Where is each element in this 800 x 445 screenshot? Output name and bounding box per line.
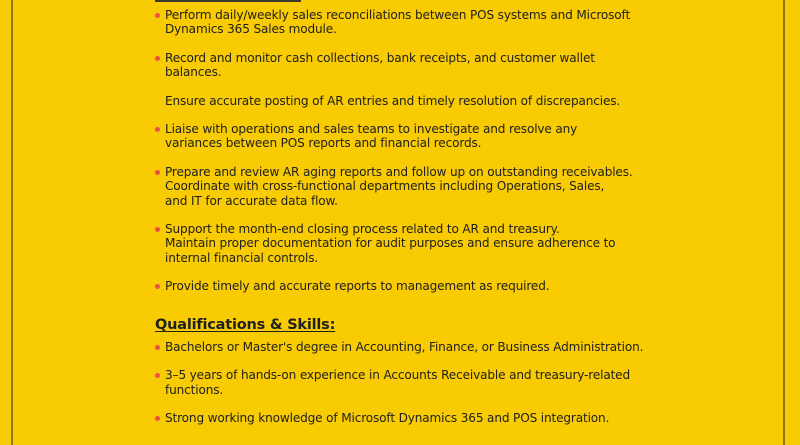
item-line: Maintain proper documentation for audit purposes and ensure adherence to: [165, 236, 616, 251]
bullet-dot-icon: [155, 416, 160, 421]
item-line: Record and monitor cash collections, bank receipts, and customer wallet: [165, 50, 595, 65]
list-item: [155, 411, 645, 425]
item-line: Ensure accurate posting of AR entries and timely resolution of discrepancies.: [165, 93, 621, 108]
bullet-dot-icon: [155, 345, 160, 350]
item-line: internal financial controls.: [165, 250, 319, 265]
bullet-dot-icon: [155, 227, 160, 232]
qualifications-heading: Qualifications & Skills:: [155, 316, 336, 333]
item-line: Strong working knowledge of Microsoft Dynamics 365 and POS integration.: [165, 410, 610, 425]
item-line: balances.: [165, 65, 222, 80]
item-line: and IT for accurate data flow.: [165, 193, 338, 208]
item-line: 3–5 years of hands-on experience in Accounts Receivable and treasury-related: [165, 368, 630, 383]
list-item: [155, 94, 645, 108]
list-item: [155, 122, 645, 151]
list-item: [155, 51, 645, 80]
item-line: Prepare and review AR aging reports and follow up on outstanding receivables.: [165, 164, 633, 179]
bullet-dot-icon: [155, 284, 160, 289]
list-item: [155, 222, 645, 265]
list-item: [155, 340, 645, 354]
bullet-dot-icon: [155, 56, 160, 61]
frame-border-left: [11, 0, 13, 445]
item-line: variances between POS reports and financial records.: [165, 136, 482, 151]
qualifications-list: [155, 340, 645, 426]
item-line: Support the month-end closing process related to AR and treasury.: [165, 222, 560, 237]
list-item: [155, 8, 645, 37]
bullet-dot-icon: [155, 170, 160, 175]
frame-border-right: [783, 0, 785, 445]
responsibilities-list: [155, 8, 645, 294]
item-line: Perform daily/weekly sales reconciliations between POS systems and Microsoft: [165, 8, 631, 22]
bullet-dot-icon: [155, 373, 160, 378]
item-line: Dynamics 365 Sales module.: [165, 22, 337, 37]
item-line: Liaise with operations and sales teams to investigate and resolve any: [165, 122, 578, 137]
responsibilities-heading-underline: [155, 0, 301, 2]
list-item: [155, 368, 645, 397]
bullet-dot-icon: [155, 13, 160, 18]
list-item: [155, 165, 645, 208]
job-description: [155, 8, 645, 425]
item-line: functions.: [165, 382, 224, 397]
list-item: [155, 279, 645, 293]
item-line: Coordinate with cross-functional departments including Operations, Sales,: [165, 179, 605, 194]
item-line: Bachelors or Master's degree in Accounting, Finance, or Business Administration.: [165, 339, 644, 354]
bullet-dot-icon: [155, 127, 160, 132]
item-line: Provide timely and accurate reports to management as required.: [165, 279, 550, 294]
